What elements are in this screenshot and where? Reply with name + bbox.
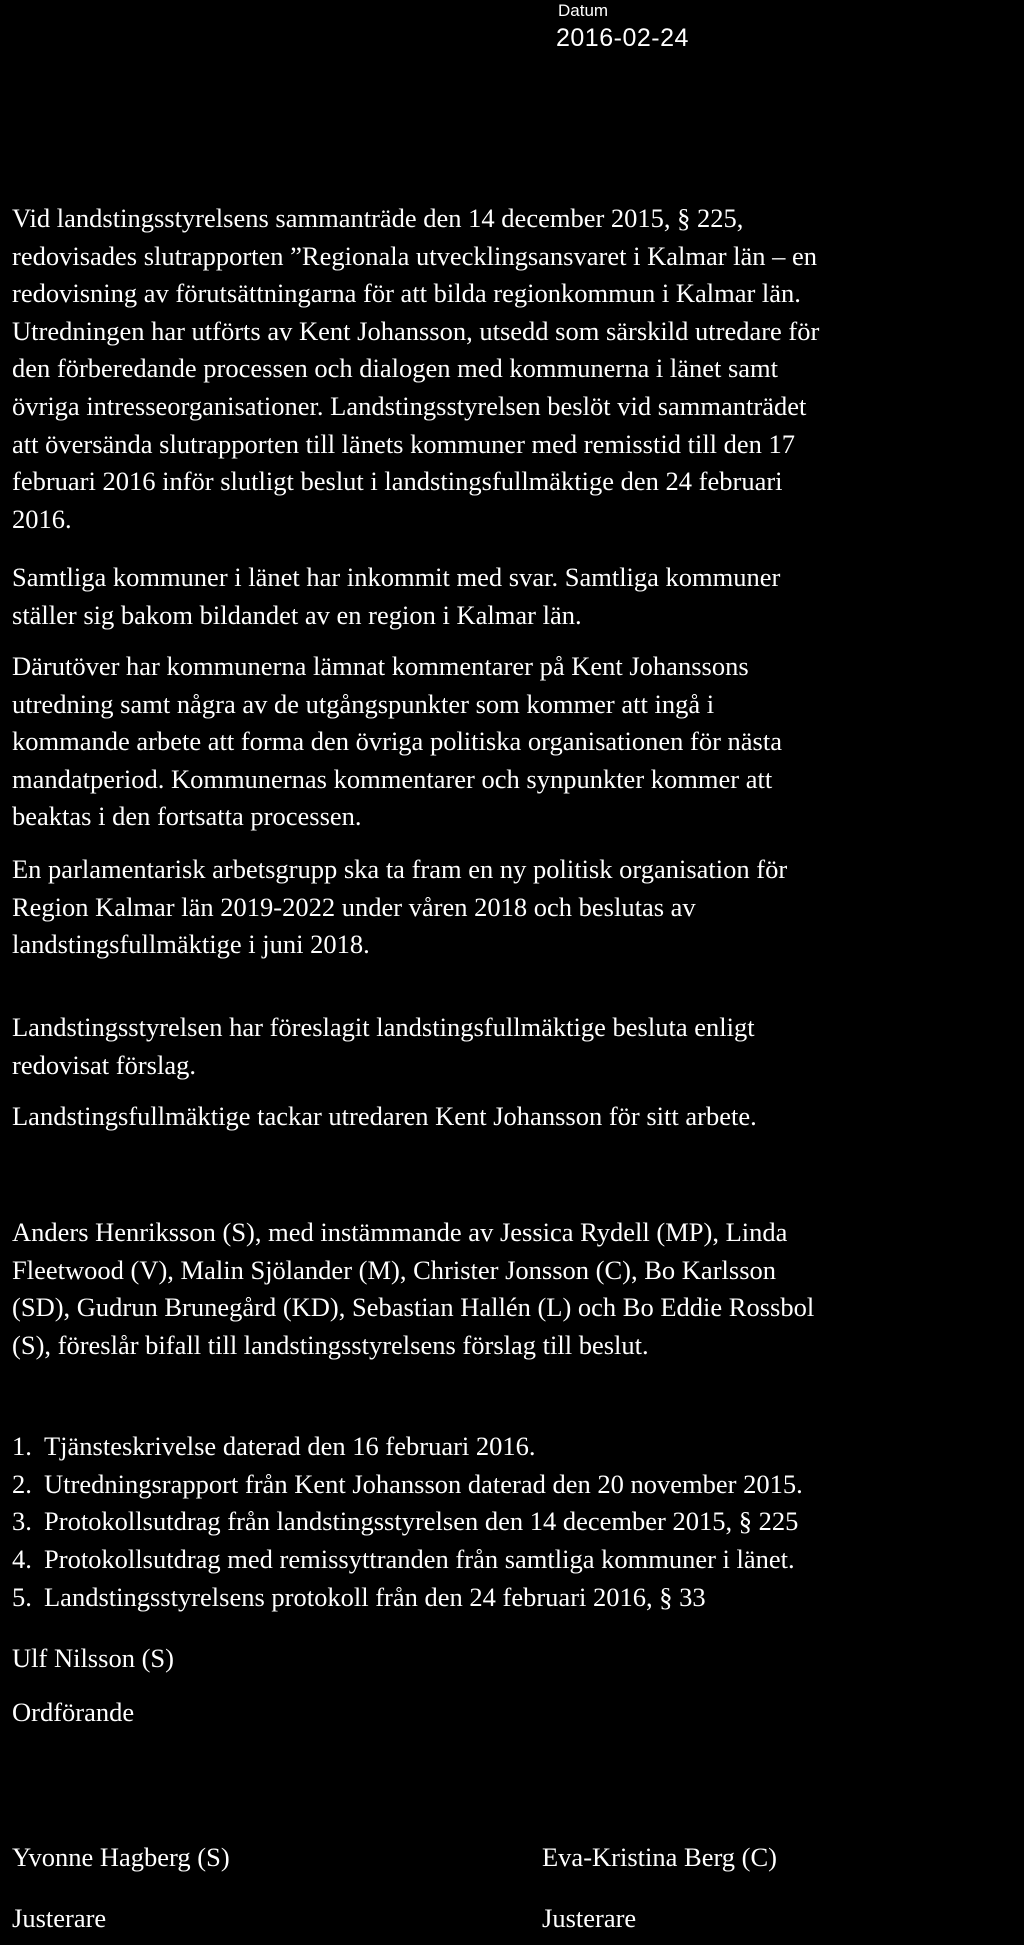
list-item-number: 1. [12,1431,32,1461]
list-item-number: 2. [12,1468,32,1499]
text-line: redovisning av förutsättningarna för att bilda regionkommun i Kalmar län. [12,278,801,309]
text-line: En parlamentarisk arbetsgrupp ska ta fram en ny politisk organisation för [12,854,788,884]
text-line: landstingsfullmäktige i juni 2018. [12,929,370,960]
adjuster-left-name: Yvonne Hagberg (S) [12,1842,230,1872]
text-line: februari 2016 inför slutligt beslut i landstingsfullmäktige den 24 februari [12,466,783,497]
list-item [12,1503,1012,1541]
text-line: Samtliga kommuner i länet har inkommit med svar. Samtliga kommuner [12,562,781,592]
adjuster-right-name: Eva-Kristina Berg (C) [542,1842,778,1872]
text-line: Utredningen har utförts av Kent Johansson, utsedd som särskild utredare för [12,315,820,346]
list-item-text: Protokollsutdrag från landstingsstyrelsen den 14 december 2015, § 225 [44,1506,799,1537]
text-line: Fleetwood (V), Malin Sjölander (M), Christer Jonsson (C), Bo Karlsson [12,1254,777,1285]
adjuster-right-role: Justerare [542,1903,637,1933]
list-item-number: 5. [12,1581,32,1612]
chair-name: Ulf Nilsson (S) [12,1643,174,1673]
paragraph-background [12,200,1012,538]
paragraph-working-group [12,851,1012,964]
list-item-text: Landstingsstyrelsens protokoll från den 24 februari 2016, § 33 [44,1581,706,1612]
list-item [12,1428,1012,1466]
paragraph-proposal [12,1009,1012,1084]
attachment-list [12,1428,1012,1617]
text-line: redovisades slutrapporten ”Regionala utvecklingsansvaret i Kalmar län – en [12,240,818,271]
text-line: utredning samt några av de utgångspunkter som kommer att ingå i [12,688,715,719]
list-item [12,1466,1012,1504]
text-line: att översända slutrapporten till länets kommuner med remisstid till den 17 [12,428,796,459]
text-line: Landstingsstyrelsen har föreslagit landstingsfullmäktige besluta enligt [12,1012,755,1042]
text-line: (S), föreslår bifall till landstingsstyrelsens förslag till beslut. [12,1329,649,1360]
text-line: kommande arbete att forma den övriga politiska organisationen för nästa [12,726,782,757]
header-date-label: Datum [558,1,609,20]
text-line: övriga intresseorganisationer. Landstingsstyrelsen beslöt vid sammanträdet [12,390,807,421]
text-line: Landstingsfullmäktige tackar utredaren Kent Johansson för sitt arbete. [12,1101,757,1131]
text-line: Region Kalmar län 2019-2022 under våren 2018 och beslutas av [12,891,696,922]
paragraph-motion [12,1214,1012,1364]
text-line: redovisat förslag. [12,1049,196,1080]
chair-role: Ordförande [12,1697,135,1727]
list-item-text: Tjänsteskrivelse daterad den 16 februari 2016. [44,1431,536,1461]
paragraph-responses [12,559,1012,634]
text-line: Anders Henriksson (S), med instämmande av Jessica Rydell (MP), Linda [12,1217,788,1247]
list-item [12,1541,1012,1579]
list-item-text: Protokollsutdrag med remissyttranden från samtliga kommuner i länet. [44,1544,795,1575]
list-item-number: 4. [12,1544,32,1575]
list-item [12,1579,1012,1617]
text-line: mandatperiod. Kommunernas kommentarer och synpunkter kommer att [12,763,773,794]
text-line: den förberedande processen och dialogen med kommunerna i länet samt [12,353,779,384]
text-line: Därutöver har kommunerna lämnat kommentarer på Kent Johanssons [12,651,749,681]
text-line: (SD), Gudrun Brunegård (KD), Sebastian Hallén (L) och Bo Eddie Rossbol [12,1292,815,1323]
text-line: ställer sig bakom bildandet av en region i Kalmar län. [12,599,582,630]
list-item-number: 3. [12,1506,32,1537]
adjuster-left-role: Justerare [12,1903,107,1933]
text-line: beaktas i den fortsatta processen. [12,801,362,832]
paragraph-comments [12,648,1012,836]
text-line: 2016. [12,503,72,534]
header-date: 2016-02-24 [556,24,689,52]
text-line: Vid landstingsstyrelsens sammanträde den 14 december 2015, § 225, [12,203,744,233]
list-item-text: Utredningsrapport från Kent Johansson daterad den 20 november 2015. [44,1468,803,1499]
paragraph-thanks [12,1098,1012,1136]
